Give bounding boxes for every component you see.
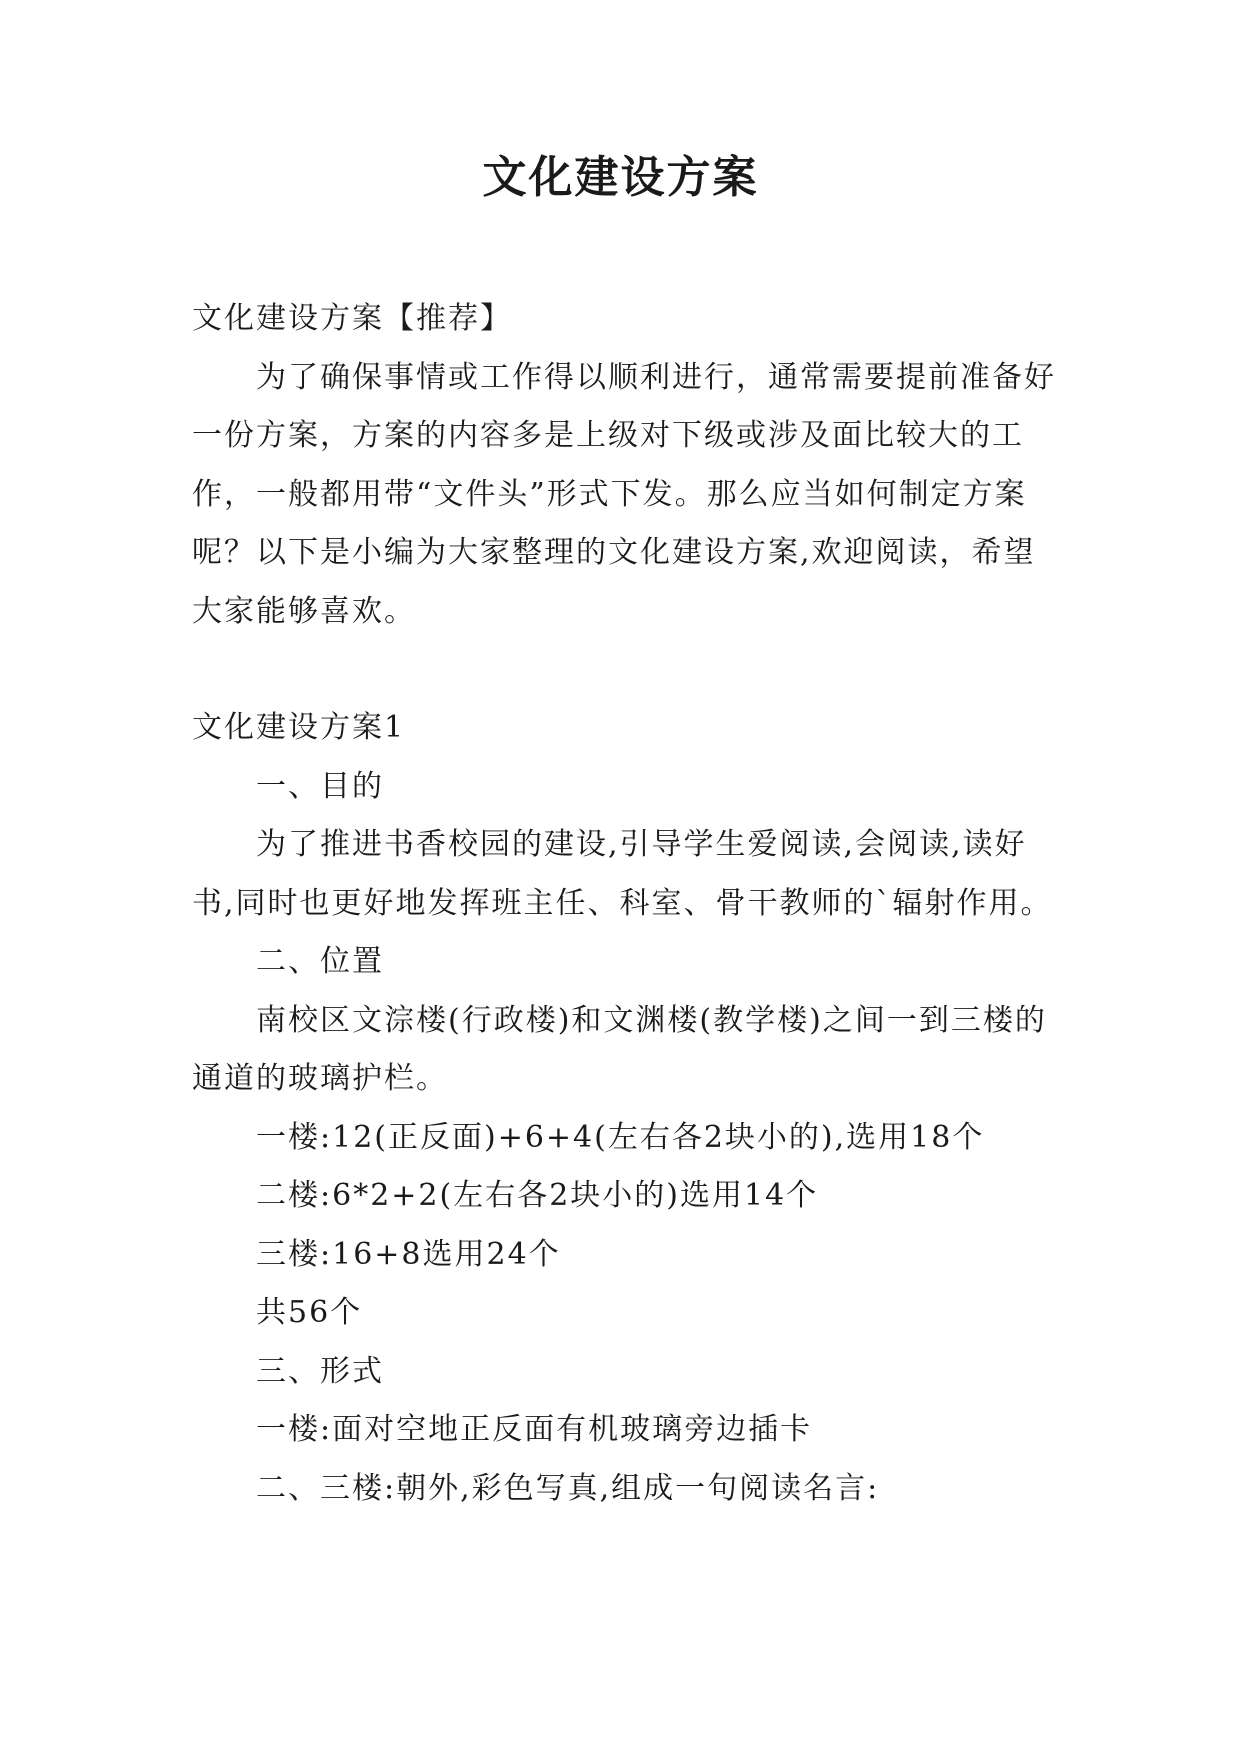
part2-heading: 二、位置	[256, 944, 384, 979]
total-line: 共56个	[256, 1295, 363, 1330]
section-heading: 文化建设方案1	[192, 710, 406, 745]
form2-line: 二、三楼:朝外,彩色写真,组成一句阅读名言:	[256, 1470, 880, 1506]
document-title: 文化建设方案	[482, 152, 759, 203]
section-spacer	[192, 641, 1060, 699]
intro-heading: 文化建设方案【推荐】	[192, 301, 512, 336]
floor2-line: 二楼:6*2+2(左右各2块小的)选用14个	[256, 1178, 819, 1213]
document-body	[192, 290, 1060, 1518]
floor3-line: 三楼:16+8选用24个	[256, 1236, 561, 1272]
intro-paragraph: 为了确保事情或工作得以顺利进行，通常需要提前准备好一份方案，方案的内容多是上级对下级或涉及面比较大的工作，一般都用带“文件头”形式下发。那么应当如何制定方案呢？以下是小编为大家整理的文化建设方案,欢迎阅读，希望大家能够喜欢。	[192, 359, 1056, 629]
part1-text: 为了推进书香校园的建设,引导学生爱阅读,会阅读,读好书,同时也更好地发挥班主任、科室、骨干教师的`辐射作用。	[192, 827, 1053, 921]
part3-heading: 三、形式	[256, 1353, 384, 1389]
floor1-line: 一楼:12(正反面)+6+4(左右各2块小的),选用18个	[256, 1119, 985, 1155]
part2-text: 南校区文淙楼(行政楼)和文渊楼(教学楼)之间一到三楼的通道的玻璃护栏。	[192, 1002, 1047, 1096]
part1-heading: 一、目的	[256, 768, 384, 804]
form1-line: 一楼:面对空地正反面有机玻璃旁边插卡	[256, 1412, 813, 1447]
